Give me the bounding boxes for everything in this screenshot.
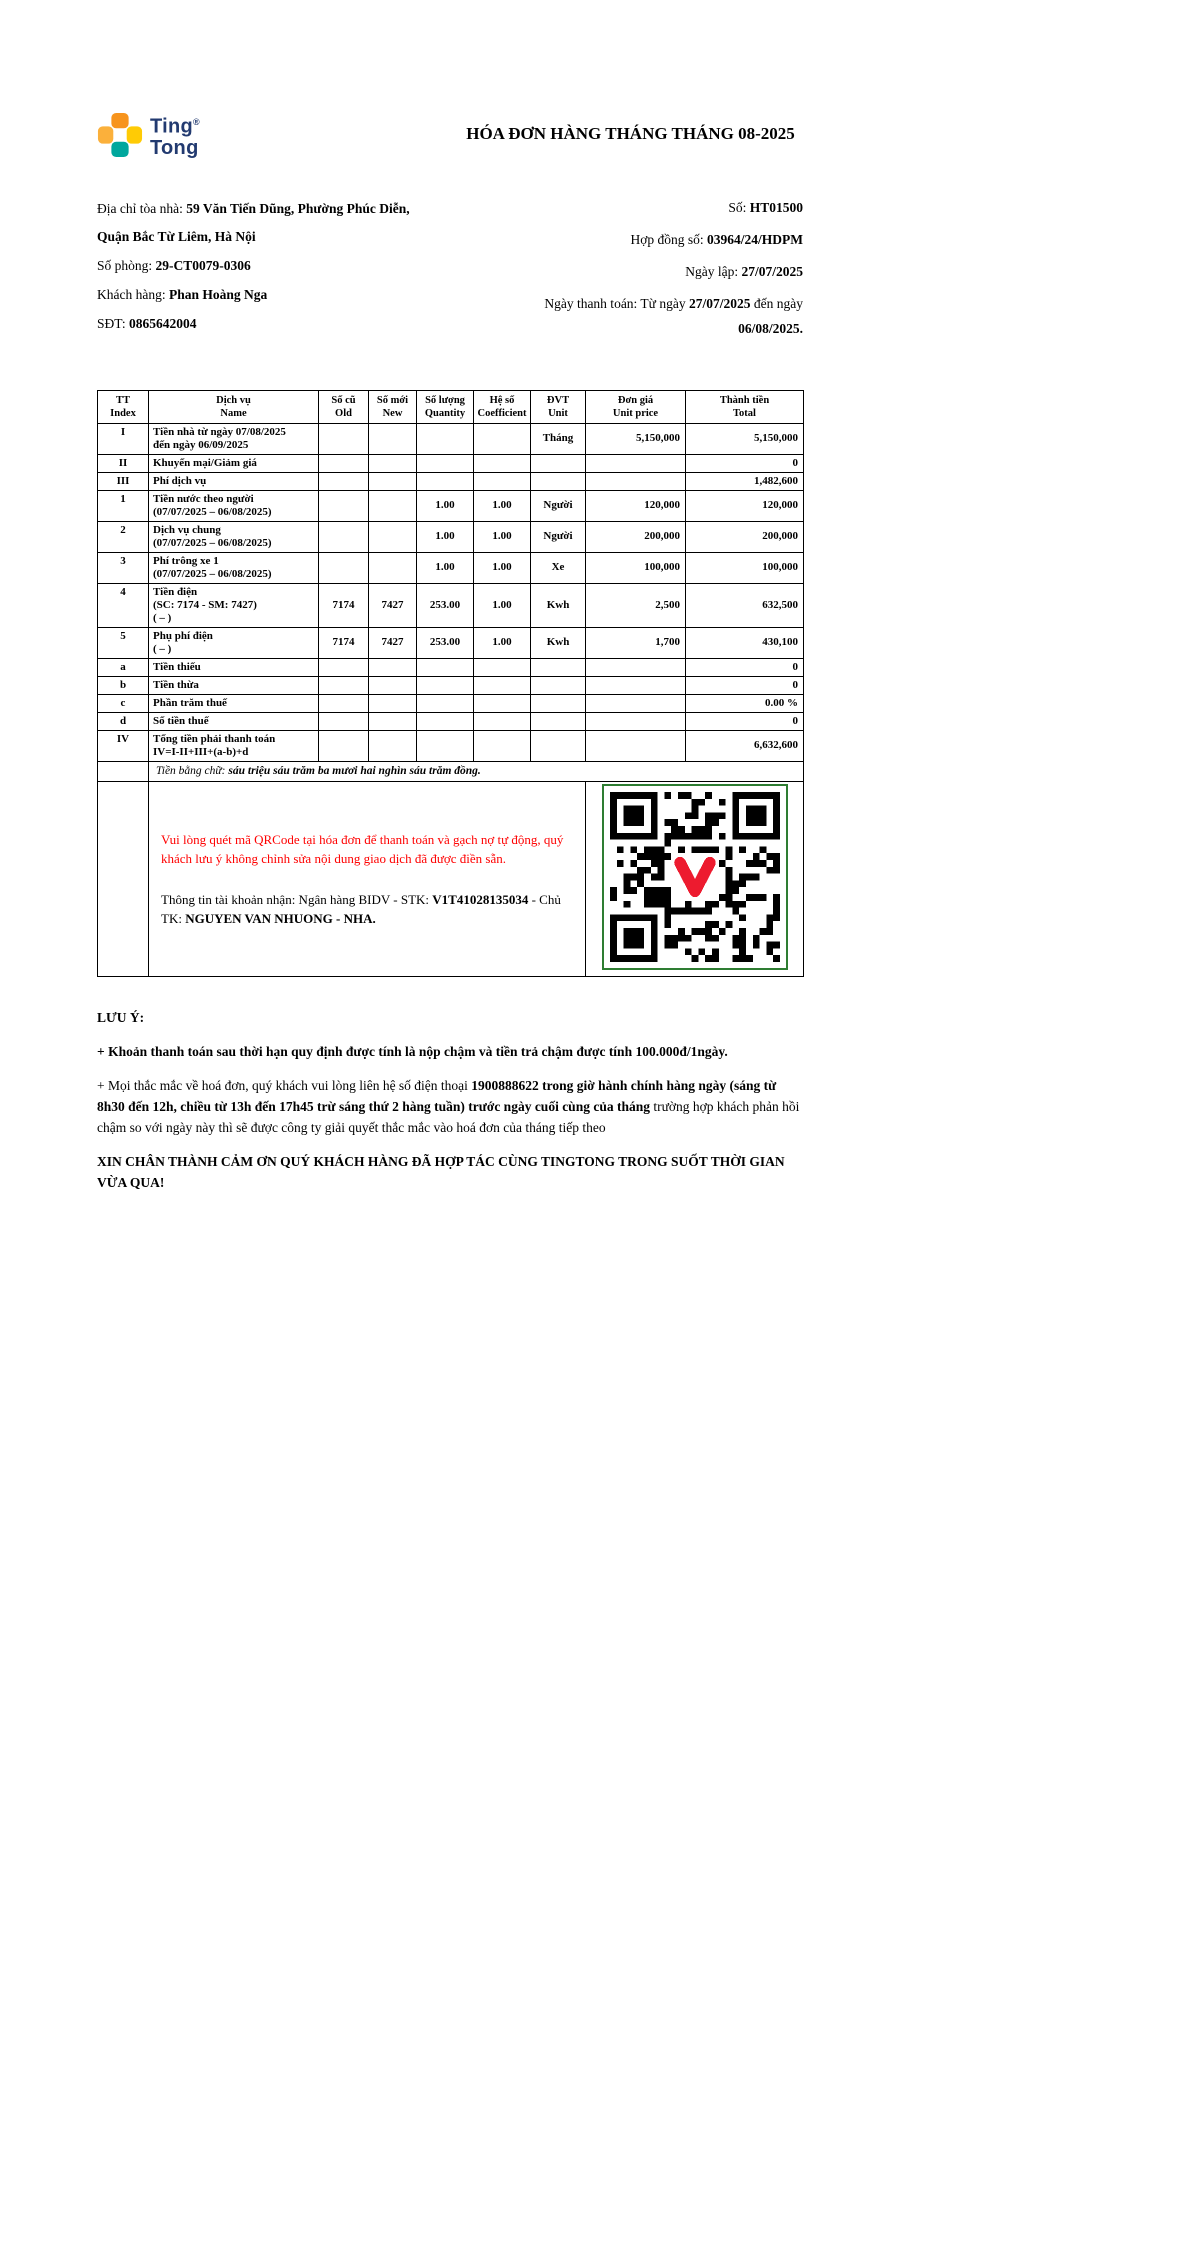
invoice-info <box>97 195 803 348</box>
table-body <box>98 423 804 761</box>
table-row <box>98 583 804 627</box>
logo-wordmark <box>150 112 200 159</box>
payment-period-line <box>503 291 803 341</box>
text-segment: Hợp đồng số: <box>630 231 707 247</box>
cell-old <box>319 521 369 552</box>
cell-name: Tổng tiền phải thanh toán IV=I-II+III+(a-b)+d <box>149 730 319 761</box>
cell-old <box>319 676 369 694</box>
note-late-payment: + Khoản thanh toán sau thời hạn quy định được tính là nộp chậm và tiền trả chậm được tính 100.000đ/1ngày. <box>97 1043 728 1059</box>
text-segment: Số phòng: <box>97 257 156 273</box>
cell-qty <box>417 694 474 712</box>
table-row <box>98 694 804 712</box>
cell-coef <box>474 730 531 761</box>
cell-unit: Tháng <box>531 423 586 454</box>
cell-unit <box>531 454 586 472</box>
cell-name: Dịch vụ chung (07/07/2025 – 06/08/2025) <box>149 521 319 552</box>
cell-old <box>319 490 369 521</box>
cell-unit <box>531 676 586 694</box>
text-segment: - Chủ TK: <box>161 891 561 926</box>
text-segment: 03964/24/HDPM <box>707 231 803 247</box>
cell-index: b <box>98 676 149 694</box>
cell-coef <box>474 694 531 712</box>
text-segment: SĐT: <box>97 315 129 331</box>
cell-price: 5,150,000 <box>586 423 686 454</box>
cell-coef: 1.00 <box>474 521 531 552</box>
cell-index: 3 <box>98 552 149 583</box>
empty-index-cell <box>98 761 149 781</box>
cell-unit <box>531 730 586 761</box>
cell-total: 1,482,600 <box>686 472 804 490</box>
cell-total: 0 <box>686 658 804 676</box>
cell-qty: 253.00 <box>417 627 474 658</box>
cell-new <box>369 712 417 730</box>
cell-total: 5,150,000 <box>686 423 804 454</box>
address-line <box>97 195 442 251</box>
cell-index: 1 <box>98 490 149 521</box>
text-segment: Ngày lập: <box>685 263 742 279</box>
tingtong-logo <box>97 112 200 159</box>
table-row <box>98 490 804 521</box>
cell-price: 120,000 <box>586 490 686 521</box>
cell-total: 100,000 <box>686 552 804 583</box>
text-segment: 59 Văn Tiến Dũng, Phường Phúc Diễn, Quận Bắc Từ Liêm, Hà Nội <box>97 200 410 244</box>
invoice-title: HÓA ĐƠN HÀNG THÁNG THÁNG 08-2025 <box>466 124 795 143</box>
note-thanks: XIN CHÂN THÀNH CẢM ƠN QUÝ KHÁCH HÀNG ĐÃ HỢP TÁC CÙNG TINGTONG TRONG SUỐT THỜI GIAN VỪA QUA! <box>97 1153 785 1190</box>
cell-unit <box>531 694 586 712</box>
cell-new <box>369 676 417 694</box>
cell-price <box>586 454 686 472</box>
table-row <box>98 730 804 761</box>
qr-code-cell <box>586 781 804 976</box>
cell-qty: 1.00 <box>417 490 474 521</box>
table-row <box>98 521 804 552</box>
cell-unit: Kwh <box>531 627 586 658</box>
cell-old <box>319 712 369 730</box>
table-header-row <box>98 390 804 423</box>
cell-index: c <box>98 694 149 712</box>
invoice-header <box>97 112 803 159</box>
cell-index: II <box>98 454 149 472</box>
cell-new <box>369 694 417 712</box>
cell-new <box>369 730 417 761</box>
text-segment: 0865642004 <box>128 315 197 331</box>
cell-name: Tiền nước theo người (07/07/2025 – 06/08/2025) <box>149 490 319 521</box>
customer-line <box>97 281 442 309</box>
footer-notes <box>97 1007 803 1193</box>
bank-account-info <box>161 890 573 928</box>
qr-row <box>98 781 804 976</box>
cell-name: Tiền thừa <box>149 676 319 694</box>
cell-price <box>586 676 686 694</box>
text-segment: Số: <box>728 199 750 215</box>
cell-price <box>586 658 686 676</box>
cell-name: Phí dịch vụ <box>149 472 319 490</box>
cell-total: 0 <box>686 712 804 730</box>
text-segment: Phan Hoàng Nga <box>168 286 268 302</box>
phone-line <box>97 310 442 338</box>
table-row <box>98 552 804 583</box>
cell-price: 200,000 <box>586 521 686 552</box>
text-segment: trường hợp khách phản hồi chậm so với ngày này thì sẽ được công ty giải quyết thắc mắc vào hoá đơn của tháng tiếp theo <box>97 1098 800 1135</box>
cell-qty <box>417 676 474 694</box>
cell-unit: Người <box>531 521 586 552</box>
cell-name: Phí trông xe 1 (07/07/2025 – 06/08/2025) <box>149 552 319 583</box>
cell-total: 632,500 <box>686 583 804 627</box>
cell-total: 430,100 <box>686 627 804 658</box>
text-segment: 1900888622 trong giờ hành chính hàng ngày (sáng từ 8h30 đến 12h, chiều từ 13h đến 17h45 trừ sáng thứ 2 hàng tuần) <box>97 1077 777 1114</box>
registered-mark: ® <box>193 117 200 127</box>
cell-name: Phụ phí điện ( – ) <box>149 627 319 658</box>
column-header: TT Index <box>98 390 149 423</box>
text-segment: Khách hàng: <box>97 286 169 302</box>
note-heading: LƯU Ý: <box>97 1009 145 1025</box>
cell-qty <box>417 423 474 454</box>
logo-word-ting <box>150 112 200 138</box>
cell-coef: 1.00 <box>474 552 531 583</box>
cell-coef: 1.00 <box>474 490 531 521</box>
contract-number-line <box>503 227 803 252</box>
cell-total: 120,000 <box>686 490 804 521</box>
invoice-page <box>97 112 803 1206</box>
qr-instruction-text: Vui lòng quét mã QRCode tại hóa đơn để thanh toán và gạch nợ tự động, quý khách lưu ý không chỉnh sửa nội dung giao dịch đã được điền sẵn. <box>161 831 564 866</box>
cell-index: I <box>98 423 149 454</box>
cell-index: a <box>98 658 149 676</box>
cell-total: 0 <box>686 454 804 472</box>
cell-index: d <box>98 712 149 730</box>
cell-unit: Xe <box>531 552 586 583</box>
cell-price <box>586 694 686 712</box>
cell-coef: 1.00 <box>474 583 531 627</box>
cell-old <box>319 472 369 490</box>
cell-coef: 1.00 <box>474 627 531 658</box>
cell-qty <box>417 454 474 472</box>
cell-new <box>369 454 417 472</box>
text-segment: + Mọi thắc mắc về hoá đơn, quý khách vui lòng liên hệ số điện thoại <box>97 1077 472 1093</box>
table-special-rows <box>98 761 804 976</box>
cell-old <box>319 658 369 676</box>
cell-unit <box>531 658 586 676</box>
column-header: Hệ số Coefficient <box>474 390 531 423</box>
cell-total: 6,632,600 <box>686 730 804 761</box>
cell-coef <box>474 658 531 676</box>
cell-new <box>369 552 417 583</box>
cell-price: 2,500 <box>586 583 686 627</box>
text-segment: HT01500 <box>749 199 803 215</box>
cell-old <box>319 454 369 472</box>
logo-ting-text: Ting <box>150 115 194 138</box>
column-header: Số lượng Quantity <box>417 390 474 423</box>
cell-name: Số tiền thuế <box>149 712 319 730</box>
customer-info-block <box>97 195 442 348</box>
table-row <box>98 454 804 472</box>
amount-in-words-label: Tiền bằng chữ: <box>156 764 229 777</box>
cell-unit <box>531 712 586 730</box>
qr-code <box>602 784 788 970</box>
text-segment: 06/08/2025. <box>738 320 803 336</box>
cell-old <box>319 694 369 712</box>
cell-coef <box>474 472 531 490</box>
text-segment: Địa chỉ tòa nhà: <box>97 200 187 216</box>
cell-unit: Kwh <box>531 583 586 627</box>
cell-total: 200,000 <box>686 521 804 552</box>
column-header: Dịch vụ Name <box>149 390 319 423</box>
cell-total: 0 <box>686 676 804 694</box>
cell-price <box>586 712 686 730</box>
cell-name: Tiền điện (SC: 7174 - SM: 7427) ( – ) <box>149 583 319 627</box>
text-segment: đến ngày <box>750 295 803 311</box>
cell-name: Tiền thiếu <box>149 658 319 676</box>
cell-new <box>369 521 417 552</box>
cell-new: 7427 <box>369 583 417 627</box>
cell-old <box>319 730 369 761</box>
payment-instructions-cell <box>149 781 586 976</box>
cell-coef <box>474 676 531 694</box>
invoice-number-line <box>503 195 803 220</box>
tingtong-flower-icon <box>97 112 143 158</box>
text-segment: NGUYEN VAN NHUONG - NHA. <box>185 910 376 926</box>
cell-qty <box>417 712 474 730</box>
cell-name: Tiền nhà từ ngày 07/08/2025 đến ngày 06/09/2025 <box>149 423 319 454</box>
cell-old: 7174 <box>319 583 369 627</box>
text-segment: 27/07/2025 <box>689 295 751 311</box>
issue-date-line <box>503 259 803 284</box>
cell-index: 2 <box>98 521 149 552</box>
cell-new <box>369 490 417 521</box>
text-segment: V1T41028135034 <box>432 891 529 907</box>
table-row <box>98 627 804 658</box>
cell-unit: Người <box>531 490 586 521</box>
column-header: ĐVT Unit <box>531 390 586 423</box>
cell-qty: 1.00 <box>417 521 474 552</box>
cell-price: 1,700 <box>586 627 686 658</box>
cell-old <box>319 552 369 583</box>
cell-index: 4 <box>98 583 149 627</box>
cell-qty: 253.00 <box>417 583 474 627</box>
amount-in-words-value: sáu triệu sáu trăm ba mươi hai nghìn sáu trăm đồng. <box>228 764 481 777</box>
text-segment: 29-CT0079-0306 <box>155 257 251 273</box>
cell-new: 7427 <box>369 627 417 658</box>
cell-new <box>369 423 417 454</box>
table-row <box>98 472 804 490</box>
cell-name: Phần trăm thuế <box>149 694 319 712</box>
column-header: Số cũ Old <box>319 390 369 423</box>
qr-code-image <box>610 792 780 962</box>
cell-price: 100,000 <box>586 552 686 583</box>
cell-name: Khuyến mại/Giảm giá <box>149 454 319 472</box>
room-number-line <box>97 252 442 280</box>
empty-index-cell <box>98 781 149 976</box>
cell-old: 7174 <box>319 627 369 658</box>
amount-in-words-cell <box>149 761 804 781</box>
table-row <box>98 712 804 730</box>
cell-qty <box>417 472 474 490</box>
cell-price <box>586 730 686 761</box>
cell-total: 0.00 % <box>686 694 804 712</box>
cell-new <box>369 472 417 490</box>
cell-coef <box>474 454 531 472</box>
text-segment: 27/07/2025 <box>741 263 803 279</box>
logo-word-tong: Tong <box>150 136 199 159</box>
invoice-meta-block <box>503 195 803 348</box>
cell-index: III <box>98 472 149 490</box>
column-header: Đơn giá Unit price <box>586 390 686 423</box>
text-segment: Ngày thanh toán: Từ ngày <box>544 295 689 311</box>
cell-old <box>319 423 369 454</box>
cell-coef <box>474 712 531 730</box>
text-segment: Thông tin tài khoản nhận: Ngân hàng BIDV - STK: <box>161 891 433 907</box>
cell-qty: 1.00 <box>417 552 474 583</box>
table-row <box>98 423 804 454</box>
column-header: Số mới New <box>369 390 417 423</box>
table-header <box>98 390 804 423</box>
note-contact <box>97 1075 803 1138</box>
cell-price <box>586 472 686 490</box>
text-segment: trước ngày cuối cùng của tháng <box>464 1098 654 1114</box>
cell-new <box>369 658 417 676</box>
cell-unit <box>531 472 586 490</box>
cell-qty <box>417 658 474 676</box>
cell-qty <box>417 730 474 761</box>
invoice-table <box>97 390 804 977</box>
cell-coef <box>474 423 531 454</box>
cell-index: 5 <box>98 627 149 658</box>
amount-in-words-row <box>98 761 804 781</box>
column-header: Thành tiền Total <box>686 390 804 423</box>
cell-index: IV <box>98 730 149 761</box>
table-row <box>98 658 804 676</box>
table-row <box>98 676 804 694</box>
